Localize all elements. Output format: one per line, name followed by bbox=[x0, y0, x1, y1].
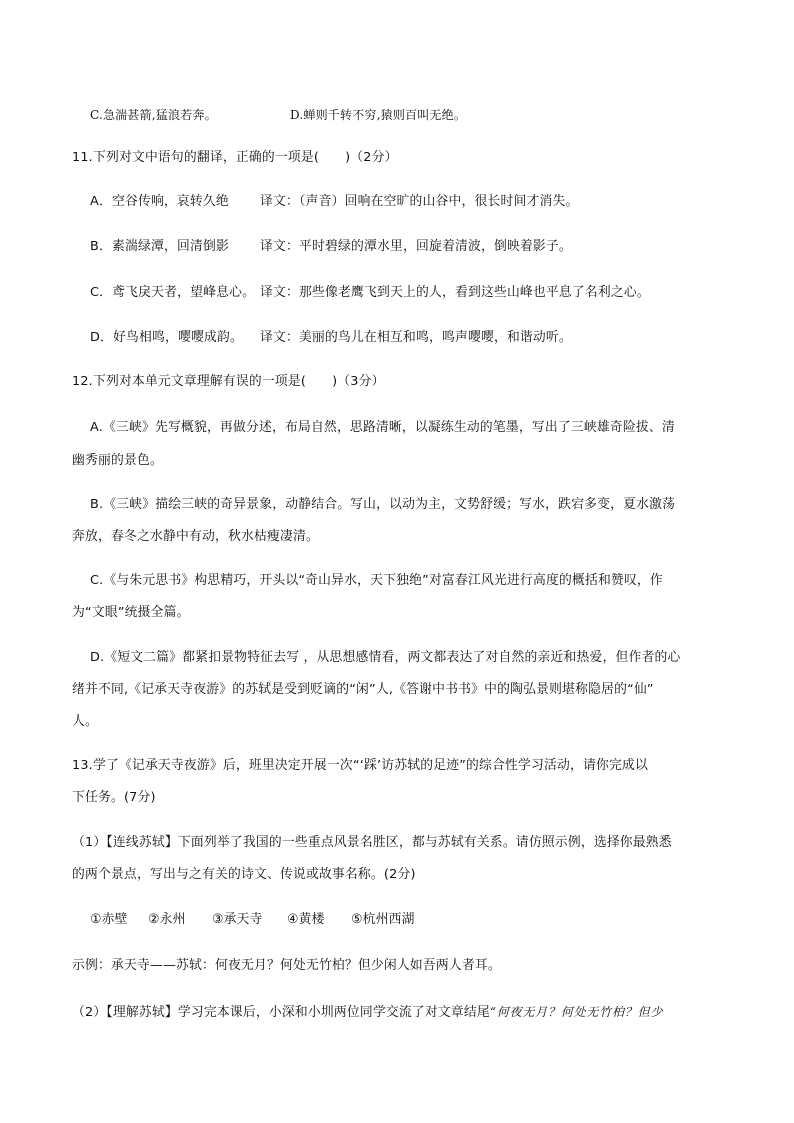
q11-option-d-source: D．好鸟相鸣，嘤嘤成韵。 bbox=[90, 330, 244, 345]
place-yongzhou: ②永州 bbox=[148, 912, 186, 927]
q11-option-c-source: C．鸢飞戾天者，望峰息心。 bbox=[90, 285, 256, 300]
q10-option-c: C.急湍甚箭,猛浪若奔。 bbox=[90, 108, 217, 122]
q12-option-b-line2: 奔放，春冬之水静中有动，秋水枯瘦凄清。 bbox=[72, 529, 319, 544]
q12-option-c-line2: 为“文眼”统摄全篇。 bbox=[72, 605, 190, 620]
q12-stem: 12.下列对本单元文章理解有误的一项是( )（3分） bbox=[72, 374, 385, 389]
place-hangzhou-xihu: ⑤杭州西湖 bbox=[351, 912, 415, 927]
q11-option-b-source: B．素湍绿潭，回清倒影 bbox=[90, 239, 229, 254]
q12-option-d-line3: 人。 bbox=[72, 714, 98, 729]
q13-part2-lead: （2）【理解苏轼】学习完本课后，小深和小圳两位同学交流了对文章结尾 bbox=[72, 1005, 490, 1020]
q13-example: 示例：承天寺——苏轼：何夜无月？何处无竹柏？但少闲人如吾两人者耳。 bbox=[72, 958, 501, 973]
place-huanglou: ④黄楼 bbox=[287, 912, 325, 927]
q11-stem: 11.下列对文中语句的翻译，正确的一项是( )（2分） bbox=[72, 150, 398, 165]
q11-option-d-translation: 译文：美丽的鸟儿在相互和鸣，鸣声嘤嘤，和谐动听。 bbox=[260, 330, 572, 345]
place-chibi: ①赤壁 bbox=[90, 912, 128, 927]
q11-option-a-translation: 译文：（声音）回响在空旷的山谷中，很长时间才消失。 bbox=[260, 194, 579, 209]
q12-option-b-line1: B.《三峡》描绘三峡的奇异景象，动静结合。写山，以动为主，文势舒缓；写水，跌宕多变，夏水激荡 bbox=[90, 497, 676, 512]
q13-stem-line2: 下任务。(7分) bbox=[72, 790, 156, 805]
q12-option-d-line1: D.《短文二篇》都紧扣景物特征去写 ，从思想感情看，两文都表达了对自然的亲近和热爱，但作者的心 bbox=[90, 650, 681, 665]
q11-option-b-translation: 译文：平时碧绿的潭水里，回旋着清波，倒映着影子。 bbox=[260, 239, 572, 254]
q12-option-d-line2: 绪并不同,《记承天寺夜游》的苏轼是受到贬谪的“闲”人,《答谢中书书》中的陶弘景则堪称隐居的“仙” bbox=[72, 682, 654, 697]
q12-option-a-line1: A.《三峡》先写概貌，再做分述，布局自然，思路清晰，以凝练生动的笔墨，写出了三峡雄奇险拔、清 bbox=[90, 420, 675, 435]
q12-option-a-line2: 幽秀丽的景色。 bbox=[72, 453, 163, 468]
q12-option-c-line1: C.《与朱元思书》构思精巧，开头以“奇山异水，天下独绝”对富春江风光进行高度的概括和赞叹，作 bbox=[90, 573, 663, 588]
place-chengtiansi: ③承天寺 bbox=[212, 912, 263, 927]
q13-stem-line1: 13.学了《记承天寺夜游》后，班里决定开展一次“‘踩’访苏轼的足迹”的综合性学习活动，请你完成以 bbox=[72, 758, 649, 773]
q13-part2-line1 bbox=[72, 1003, 663, 1022]
q13-part2-quote: “何夜无月？何处无竹柏？但少 bbox=[489, 1005, 664, 1019]
q11-option-a-source: A．空谷传响，哀转久绝 bbox=[90, 194, 229, 209]
q11-option-c-translation: 译文：那些像老鹰飞到天上的人，看到这些山峰也平息了名利之心。 bbox=[260, 285, 650, 300]
q10-option-d: D.蝉则千转不穷,猿则百叫无绝。 bbox=[290, 108, 467, 122]
q13-part1-line2: 的两个景点，写出与之有关的诗文、传说或故事名称。(2分) bbox=[72, 867, 416, 882]
q13-part1-line1: （1）【连线苏轼】下面列举了我国的一些重点风景名胜区，都与苏轼有关系。请仿照示例，选择你最熟悉 bbox=[72, 835, 672, 850]
